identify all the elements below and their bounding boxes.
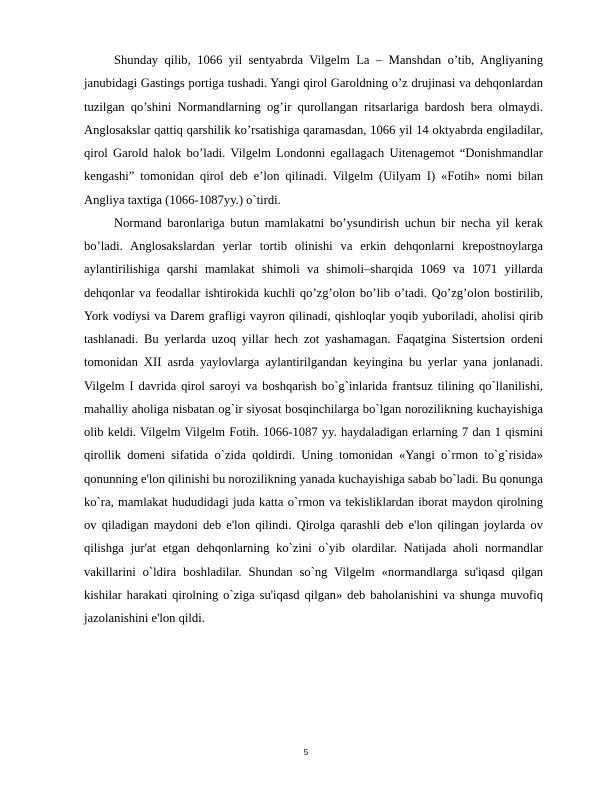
page-number: 5 [303, 748, 309, 757]
document-body [84, 49, 543, 630]
paragraph-hastings-battle: Shunday qilib, 1066 yil sentyabrda Vilgelm La – Manshdan o’tib, Angliyaning janubidagi Gastings portiga tushadi. Yangi qirol Garoldning o’z drujinasi va dehqonlardan tuzilgan qo’shini Normandlarning og’ir qurollangan ritsarlariga bardosh bera olmaydi. Anglosakslar qattiq qarshilik ko’rsatishiga qaramasdan, 1066 yil 14 oktyabrda engiladilar, qirol Garold halok bo’ladi. Vilgelm Londonni egallagach Uitenagemot “Donishmandlar kengashi” tomonidan qirol deb e’lon qilinadi. Vilgelm (Uilyam I) «Fotih» nomi bilan Angliya taxtiga (1066-1087yy.) o`tirdi. [84, 53, 543, 207]
paragraph-norman-conquest: Normand baronlariga butun mamlakatni bo’ysundirish uchun bir necha yil kerak bo’ladi. Anglosakslardan yerlar tortib olinishi va erkin dehqonlarni krepostnoylarga aylantirilishiga qarshi mamlakat shimoli va shimoli–sharqida 1069 va 1071 yillarda dehqonlar va feodallar ishtirokida kuchli qo’zg’olon bo’lib o’tadi. Qo’zg’olon bostirilib, York vodiysi va Darem grafligi vayron qilinadi, qishloqlar yoqib yuboriladi, aholisi qirib tashlanadi. Bu yerlarda uzoq yillar hech zot yashamagan. Faqatgina Sistertsion ordeni tomonidan XII asrda yaylovlarga aylantirilgandan keyingina bu yerlar yana jonlanadi. Vilgelm I davrida qirol saroyi va boshqarish bo`g`inlarida frantsuz tilining qo`llanilishi, mahalliy aholiga nisbatan og`ir siyosat bosqinchilarga bo`lgan norozilikning kuchayishiga olib keldi. Vilgelm Vilgelm Fotih. 1066-1087 yy. haydaladigan erlarning 7 dan 1 qismini qirollik domeni sifatida o`zida qoldirdi. Uning tomonidan «Yangi o`rmon to`g`risida» qonunning e'lon qilinishi bu norozilikning yanada kuchayishiga sabab bo`ladi. Bu qonunga ko`ra, mamlakat hududidagi juda katta o`rmon va tekisliklardan iborat maydon qirolning ov qiladigan maydoni deb e'lon qilindi. Qirolga qarashli deb e'lon qilingan joylarda ov qilishga jur'at etgan dehqonlarning ko`zini o`yib olardilar. Natijada aholi normandlar vakillarini o`ldira boshladilar. Shundan so`ng Vilgelm «normandlarga su'iqasd qilgan kishilar harakati qirolning o`ziga su'iqasd qilgan» deb baholanishini va shunga muvofiq jazolanishini e'lon qildi. [84, 215, 543, 625]
